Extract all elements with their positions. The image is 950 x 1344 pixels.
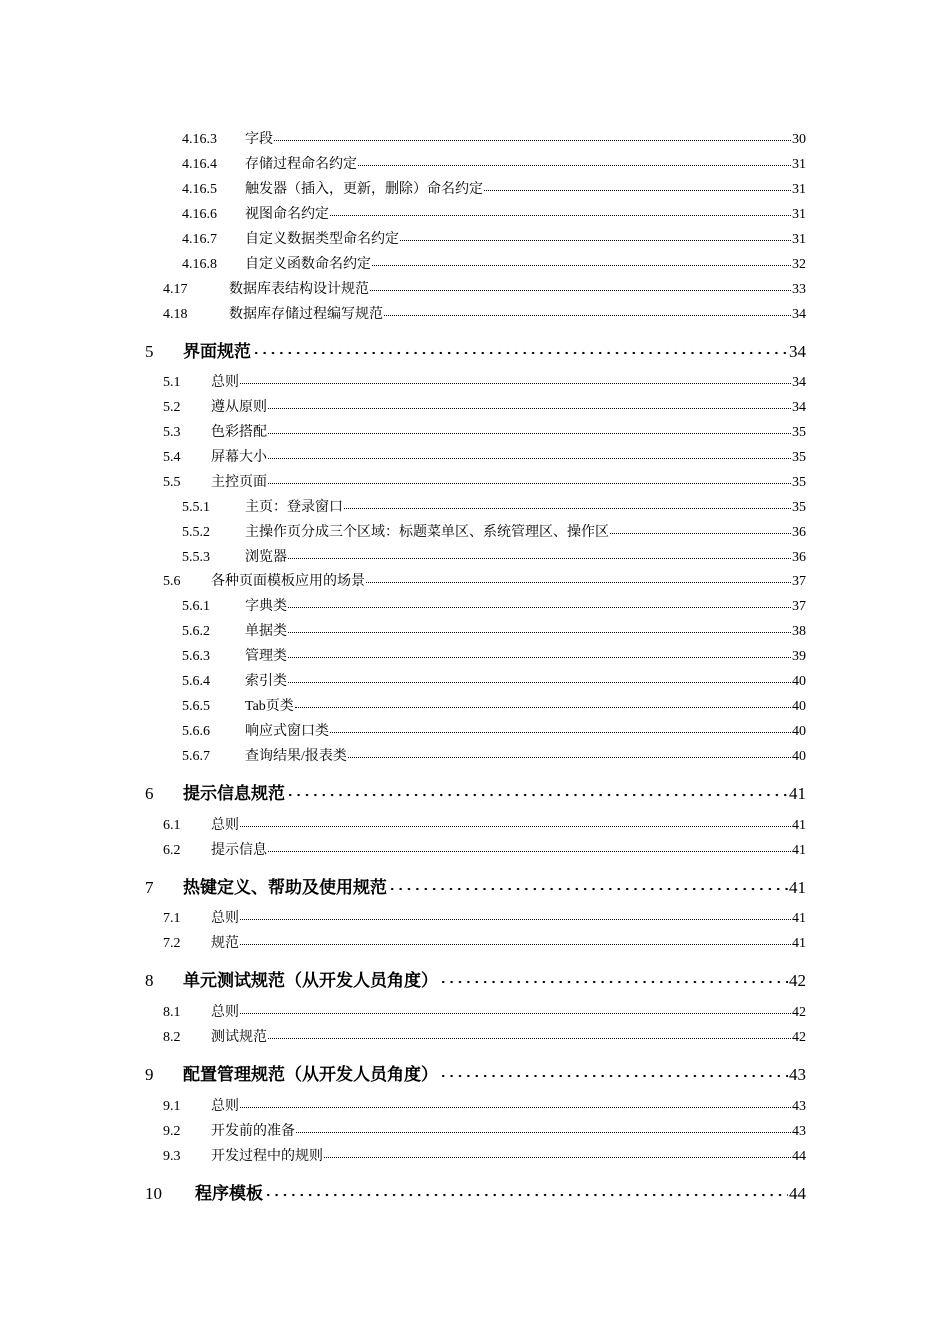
toc-title: 主控页面 <box>211 475 267 490</box>
toc-leader <box>240 1003 791 1016</box>
toc-page: 35 <box>792 425 806 440</box>
toc-page: 42 <box>792 1005 806 1020</box>
toc-leader <box>439 1066 788 1080</box>
toc-leader <box>372 255 791 268</box>
toc-number: 5.6 <box>163 574 181 589</box>
toc-title: 总则 <box>211 375 239 390</box>
toc-number: 4.16.7 <box>182 232 217 247</box>
toc-number: 8.2 <box>163 1030 181 1045</box>
toc-entry[interactable] <box>0 620 950 640</box>
toc-entry[interactable] <box>0 595 950 615</box>
toc-number: 5.5.3 <box>182 550 210 565</box>
toc-title: 总则 <box>211 818 239 833</box>
toc-page: 41 <box>789 878 806 897</box>
toc-leader <box>388 879 788 893</box>
toc-leader <box>384 305 791 318</box>
toc-page: 40 <box>792 724 806 739</box>
toc-leader <box>330 205 791 218</box>
toc-title: 色彩搭配 <box>211 425 267 440</box>
toc-page: 34 <box>792 400 806 415</box>
toc-page: 32 <box>792 257 806 272</box>
toc-page: 43 <box>789 1065 806 1084</box>
toc-page: 31 <box>792 182 806 197</box>
toc-number: 5.5.2 <box>182 525 210 540</box>
toc-page: 41 <box>792 911 806 926</box>
toc-title: 自定义数据类型命名约定 <box>245 232 399 247</box>
toc-entry[interactable] <box>0 570 950 590</box>
toc-number: 5.4 <box>163 450 181 465</box>
toc-entry[interactable] <box>0 814 950 834</box>
toc-title: 主页：登录窗口 <box>245 500 343 515</box>
toc-page: 40 <box>792 699 806 714</box>
toc-title: 开发前的准备 <box>211 1124 295 1139</box>
toc-page: 40 <box>792 674 806 689</box>
toc-page: 43 <box>792 1124 806 1139</box>
toc-leader <box>324 1147 791 1160</box>
toc-number: 7 <box>145 878 154 897</box>
toc-leader <box>268 448 791 461</box>
toc-title: 响应式窗口类 <box>245 724 329 739</box>
toc-leader <box>240 373 791 386</box>
toc-title: 索引类 <box>245 674 287 689</box>
toc-chapter[interactable] <box>0 873 950 897</box>
toc-page: 40 <box>792 749 806 764</box>
toc-entry[interactable] <box>0 371 950 391</box>
toc-leader <box>358 155 791 168</box>
toc-leader <box>264 1185 788 1199</box>
toc-page: 44 <box>789 1184 806 1203</box>
toc-title: 程序模板 <box>195 1184 263 1203</box>
toc-title: 测试规范 <box>211 1030 267 1045</box>
toc-leader <box>288 622 791 635</box>
toc-title: 视图命名约定 <box>245 207 329 222</box>
toc-page: 36 <box>792 550 806 565</box>
toc-chapter[interactable] <box>0 966 950 990</box>
toc-entry[interactable] <box>0 546 950 566</box>
toc-page: 41 <box>792 936 806 951</box>
toc-page: 31 <box>792 157 806 172</box>
toc-leader <box>268 841 791 854</box>
toc-number: 5.5 <box>163 475 181 490</box>
toc-entry[interactable] <box>0 278 950 298</box>
toc-leader <box>240 934 791 947</box>
toc-number: 4.16.3 <box>182 132 217 147</box>
toc-number: 5.6.7 <box>182 749 210 764</box>
toc-leader <box>288 672 791 685</box>
toc-title: 屏幕大小 <box>211 450 267 465</box>
toc-entry[interactable] <box>0 745 950 765</box>
toc-number: 5 <box>145 342 154 361</box>
toc-leader <box>268 423 791 436</box>
toc-number: 5.6.5 <box>182 699 210 714</box>
toc-chapter[interactable] <box>0 1060 950 1084</box>
toc-page: 41 <box>792 818 806 833</box>
toc-page: 31 <box>792 232 806 247</box>
toc-page: 35 <box>792 450 806 465</box>
toc-chapter[interactable] <box>0 337 950 361</box>
toc-entry[interactable] <box>0 471 950 491</box>
toc-number: 9.3 <box>163 1149 181 1164</box>
toc-leader <box>344 498 791 511</box>
toc-number: 7.2 <box>163 936 181 951</box>
toc-title: 触发器（插入，更新，删除）命名约定 <box>245 182 483 197</box>
toc-number: 4.16.4 <box>182 157 217 172</box>
toc-entry[interactable] <box>0 396 950 416</box>
toc-chapter[interactable] <box>0 1179 950 1203</box>
toc-leader <box>286 785 788 799</box>
toc-entry[interactable] <box>0 932 950 952</box>
toc-leader <box>439 972 788 986</box>
toc-title: 浏览器 <box>245 550 287 565</box>
toc-number: 5.6.2 <box>182 624 210 639</box>
toc-title: Tab页类 <box>245 699 294 714</box>
toc-number: 5.6.4 <box>182 674 210 689</box>
toc-title: 主操作页分成三个区域：标题菜单区、系统管理区、操作区 <box>245 525 609 540</box>
toc-title: 热键定义、帮助及使用规范 <box>183 878 387 897</box>
toc-title: 自定义函数命名约定 <box>245 257 371 272</box>
toc-entry[interactable] <box>0 178 950 198</box>
toc-leader <box>288 548 791 561</box>
toc-page: 36 <box>792 525 806 540</box>
toc-leader <box>295 697 791 710</box>
toc-page: 35 <box>792 500 806 515</box>
toc-entry[interactable] <box>0 695 950 715</box>
toc-title: 遵从原则 <box>211 400 267 415</box>
toc-title: 界面规范 <box>183 342 251 361</box>
toc-page: 34 <box>789 342 806 361</box>
toc-leader <box>370 280 791 293</box>
toc-entry[interactable] <box>0 521 950 541</box>
toc-leader <box>240 909 791 922</box>
toc-number: 4.17 <box>163 282 188 297</box>
toc-entry[interactable] <box>0 153 950 173</box>
toc-entry[interactable] <box>0 446 950 466</box>
toc-number: 5.5.1 <box>182 500 210 515</box>
toc-leader <box>274 130 791 143</box>
toc-page: 30 <box>792 132 806 147</box>
toc-title: 总则 <box>211 911 239 926</box>
toc-number: 4.16.8 <box>182 257 217 272</box>
toc-entry[interactable] <box>0 720 950 740</box>
toc-page: 37 <box>792 574 806 589</box>
toc-page: 39 <box>792 649 806 664</box>
toc-page: 37 <box>792 599 806 614</box>
toc-entry[interactable] <box>0 670 950 690</box>
toc-number: 10 <box>145 1184 162 1203</box>
toc-title: 存储过程命名约定 <box>245 157 357 172</box>
toc-page: 42 <box>792 1030 806 1045</box>
toc-title: 查询结果/报表类 <box>245 749 347 764</box>
toc-entry[interactable] <box>0 645 950 665</box>
toc-leader <box>268 398 791 411</box>
toc-entry[interactable] <box>0 1095 950 1115</box>
toc-number: 5.6.3 <box>182 649 210 664</box>
toc-page: 33 <box>792 282 806 297</box>
toc-leader <box>366 572 791 585</box>
toc-title: 规范 <box>211 936 239 951</box>
toc-page: 41 <box>792 843 806 858</box>
toc-number: 8.1 <box>163 1005 181 1020</box>
toc-entry[interactable] <box>0 253 950 273</box>
toc-leader <box>288 647 791 660</box>
toc-leader <box>288 597 791 610</box>
toc-number: 6 <box>145 784 154 803</box>
toc-title: 总则 <box>211 1099 239 1114</box>
toc-page: 44 <box>792 1149 806 1164</box>
toc-number: 5.3 <box>163 425 181 440</box>
toc-title: 数据库表结构设计规范 <box>229 282 369 297</box>
toc-entry[interactable] <box>0 421 950 441</box>
toc-title: 提示信息 <box>211 843 267 858</box>
toc-chapter[interactable] <box>0 779 950 803</box>
toc-number: 7.1 <box>163 911 181 926</box>
toc-page: 31 <box>792 207 806 222</box>
toc-entry[interactable] <box>0 1026 950 1046</box>
toc-leader <box>400 230 791 243</box>
toc-entry[interactable] <box>0 907 950 927</box>
toc-title: 各种页面模板应用的场景 <box>211 574 365 589</box>
toc-leader <box>240 1097 791 1110</box>
toc-entry[interactable] <box>0 1145 950 1165</box>
toc-page: 41 <box>789 784 806 803</box>
toc-entry[interactable] <box>0 496 950 516</box>
toc-title: 管理类 <box>245 649 287 664</box>
toc-title: 字典类 <box>245 599 287 614</box>
toc-number: 5.6.1 <box>182 599 210 614</box>
toc-leader <box>296 1122 791 1135</box>
toc-number: 5.1 <box>163 375 181 390</box>
toc-number: 8 <box>145 971 154 990</box>
toc-entry[interactable] <box>0 303 950 323</box>
toc-page: 42 <box>789 971 806 990</box>
toc-page: 35 <box>792 475 806 490</box>
toc-page: 34 <box>792 375 806 390</box>
toc-leader <box>268 1028 791 1041</box>
toc-number: 4.16.6 <box>182 207 217 222</box>
toc-leader <box>252 343 788 357</box>
toc-title: 数据库存储过程编写规范 <box>229 307 383 322</box>
toc-number: 9 <box>145 1065 154 1084</box>
toc-entry[interactable] <box>0 1120 950 1140</box>
toc-entry[interactable] <box>0 1001 950 1021</box>
toc-number: 5.2 <box>163 400 181 415</box>
toc-page: 34 <box>792 307 806 322</box>
toc-entry[interactable] <box>0 128 950 148</box>
toc-number: 4.16.5 <box>182 182 217 197</box>
toc-title: 单元测试规范（从开发人员角度） <box>183 971 438 990</box>
toc-entry[interactable] <box>0 203 950 223</box>
toc-leader <box>268 473 791 486</box>
toc-number: 9.2 <box>163 1124 181 1139</box>
toc-title: 开发过程中的规则 <box>211 1149 323 1164</box>
toc-leader <box>330 722 791 735</box>
toc-page: 38 <box>792 624 806 639</box>
toc-leader <box>240 816 791 829</box>
toc-number: 5.6.6 <box>182 724 210 739</box>
toc-number: 6.2 <box>163 843 181 858</box>
toc-title: 总则 <box>211 1005 239 1020</box>
toc-number: 9.1 <box>163 1099 181 1114</box>
toc-number: 4.18 <box>163 307 188 322</box>
toc-title: 配置管理规范（从开发人员角度） <box>183 1065 438 1084</box>
toc-leader <box>348 747 791 760</box>
toc-number: 6.1 <box>163 818 181 833</box>
toc-title: 提示信息规范 <box>183 784 285 803</box>
toc-leader <box>484 180 791 193</box>
toc-title: 单据类 <box>245 624 287 639</box>
toc-leader <box>610 523 791 536</box>
toc-title: 字段 <box>245 132 273 147</box>
toc-entry[interactable] <box>0 228 950 248</box>
toc-page: 43 <box>792 1099 806 1114</box>
toc-entry[interactable] <box>0 839 950 859</box>
